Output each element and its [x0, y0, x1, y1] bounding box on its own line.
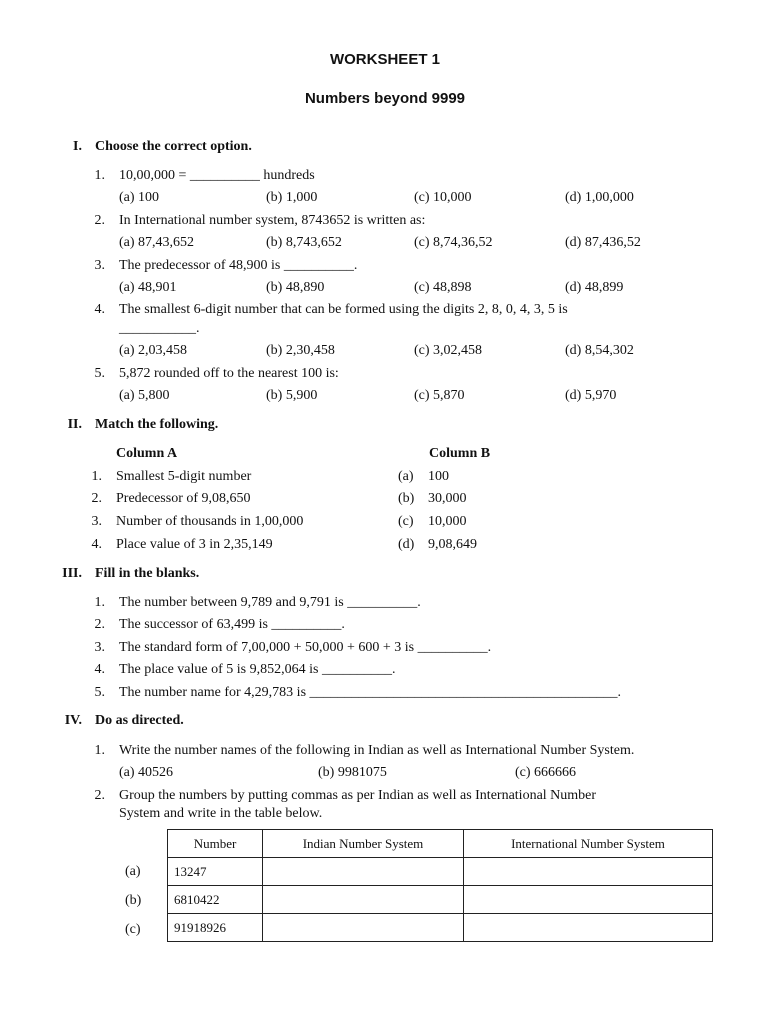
table-row: [168, 914, 713, 942]
question-text: The smallest 6-digit number that can be formed using the digits 2, 8, 0, 4, 3, 5 is: [119, 302, 568, 317]
option-b: (b) 48,890: [266, 280, 325, 295]
question-number: 5.: [94, 366, 105, 381]
worksheet-title: WORKSHEET 1: [329, 51, 440, 68]
match-number: 2.: [91, 491, 102, 506]
section-4-heading: Do as directed.: [95, 713, 184, 728]
question-number: 2.: [94, 213, 105, 228]
table-cell-international[interactable]: [464, 858, 713, 886]
option-a: (a) 87,43,652: [119, 235, 195, 250]
question-number: 1.: [94, 743, 105, 758]
table-row-label: (c): [125, 922, 141, 937]
match-column-b-label: (d): [398, 537, 415, 552]
section-1-number: I.: [73, 139, 82, 154]
option-a: (a) 5,800: [119, 388, 170, 403]
blank-text: The standard form of 7,00,000 + 50,000 + 600 + 3 is __________.: [119, 640, 492, 655]
table-cell-number: 6810422: [168, 886, 263, 914]
table-header-indian: Indian Number System: [263, 830, 464, 858]
option-d: (d) 48,899: [565, 280, 624, 295]
option-b: (b) 5,900: [266, 388, 318, 403]
option-c: (c) 10,000: [414, 190, 472, 205]
match-column-a-item: Predecessor of 9,08,650: [116, 491, 251, 506]
option-c: (c) 48,898: [414, 280, 472, 295]
option-c: (c) 5,870: [414, 388, 465, 403]
section-4-number: IV.: [64, 713, 82, 728]
question-number: 3.: [94, 258, 105, 273]
option-a: (a) 48,901: [119, 280, 177, 295]
question-text: In International number system, 8743652 is written as:: [119, 213, 426, 228]
worksheet-subtitle: Numbers beyond 9999: [304, 90, 466, 107]
question-blank: ___________.: [119, 321, 200, 336]
option-a: (a) 100: [119, 190, 160, 205]
table-cell-number: 13247: [168, 858, 263, 886]
blank-number: 2.: [94, 617, 105, 632]
table-row: [168, 858, 713, 886]
section-3-number: III.: [62, 566, 82, 581]
blank-number: 5.: [94, 685, 105, 700]
option-c: (c) 3,02,458: [414, 343, 483, 358]
question-text: Group the numbers by putting commas as per Indian as well as International Number: [119, 788, 597, 803]
question-text: The predecessor of 48,900 is __________.: [119, 258, 358, 273]
match-column-a-item: Number of thousands in 1,00,000: [116, 514, 304, 529]
match-column-b-label: (a): [398, 469, 414, 484]
blank-number: 1.: [94, 595, 105, 610]
blank-text: The number between 9,789 and 9,791 is __________.: [119, 595, 421, 610]
option-c: (c) 8,74,36,52: [414, 235, 493, 250]
table-row-label: (a): [125, 864, 141, 879]
blank-text: The successor of 63,499 is __________.: [119, 617, 345, 632]
table-header-number: Number: [168, 830, 263, 858]
table-cell-indian[interactable]: [263, 886, 464, 914]
option-b: (b) 9981075: [318, 765, 387, 780]
match-column-b-item: 100: [428, 469, 449, 484]
table-cell-indian[interactable]: [263, 858, 464, 886]
match-column-b-item: 30,000: [428, 491, 467, 506]
match-column-b-item: 10,000: [428, 514, 467, 529]
question-text: 5,872 rounded off to the nearest 100 is:: [119, 366, 339, 381]
section-2-number: II.: [67, 417, 82, 432]
question-text-continued: System and write in the table below.: [119, 806, 323, 821]
table-cell-indian[interactable]: [263, 914, 464, 942]
option-d: (d) 8,54,302: [565, 343, 634, 358]
table-cell-number: 91918926: [168, 914, 263, 942]
table-row-label: (b): [125, 893, 142, 908]
match-column-b-label: (b): [398, 491, 415, 506]
option-b: (b) 2,30,458: [266, 343, 335, 358]
column-b-heading: Column B: [429, 446, 491, 461]
blank-text: The number name for 4,29,783 is ____________________________________________.: [119, 685, 622, 700]
section-2-heading: Match the following.: [95, 417, 219, 432]
number-system-table: [167, 829, 713, 942]
blank-number: 3.: [94, 640, 105, 655]
option-d: (d) 5,970: [565, 388, 617, 403]
table-header-international: International Number System: [464, 830, 713, 858]
match-column-a-item: Place value of 3 in 2,35,149: [116, 537, 273, 552]
question-number: 1.: [94, 168, 105, 183]
blank-text: The place value of 5 is 9,852,064 is __________.: [119, 662, 396, 677]
table-cell-international[interactable]: [464, 886, 713, 914]
question-text: Write the number names of the following in Indian as well as International Number System.: [119, 743, 635, 758]
match-column-a-item: Smallest 5-digit number: [116, 469, 252, 484]
question-number: 2.: [94, 788, 105, 803]
option-a: (a) 2,03,458: [119, 343, 188, 358]
option-a: (a) 40526: [119, 765, 174, 780]
option-c: (c) 666666: [515, 765, 577, 780]
option-d: (d) 87,436,52: [565, 235, 641, 250]
section-1-heading: Choose the correct option.: [95, 139, 252, 154]
column-a-heading: Column A: [116, 446, 178, 461]
match-number: 4.: [91, 537, 102, 552]
question-number: 4.: [94, 302, 105, 317]
table-row: [168, 886, 713, 914]
table-cell-international[interactable]: [464, 914, 713, 942]
match-column-b-item: 9,08,649: [428, 537, 477, 552]
option-d: (d) 1,00,000: [565, 190, 634, 205]
question-text: 10,00,000 = __________ hundreds: [119, 168, 315, 183]
section-3-heading: Fill in the blanks.: [95, 566, 200, 581]
match-column-b-label: (c): [398, 514, 414, 529]
table-header-row: [168, 830, 713, 858]
match-number: 1.: [91, 469, 102, 484]
match-number: 3.: [91, 514, 102, 529]
option-b: (b) 1,000: [266, 190, 318, 205]
option-b: (b) 8,743,652: [266, 235, 342, 250]
blank-number: 4.: [94, 662, 105, 677]
